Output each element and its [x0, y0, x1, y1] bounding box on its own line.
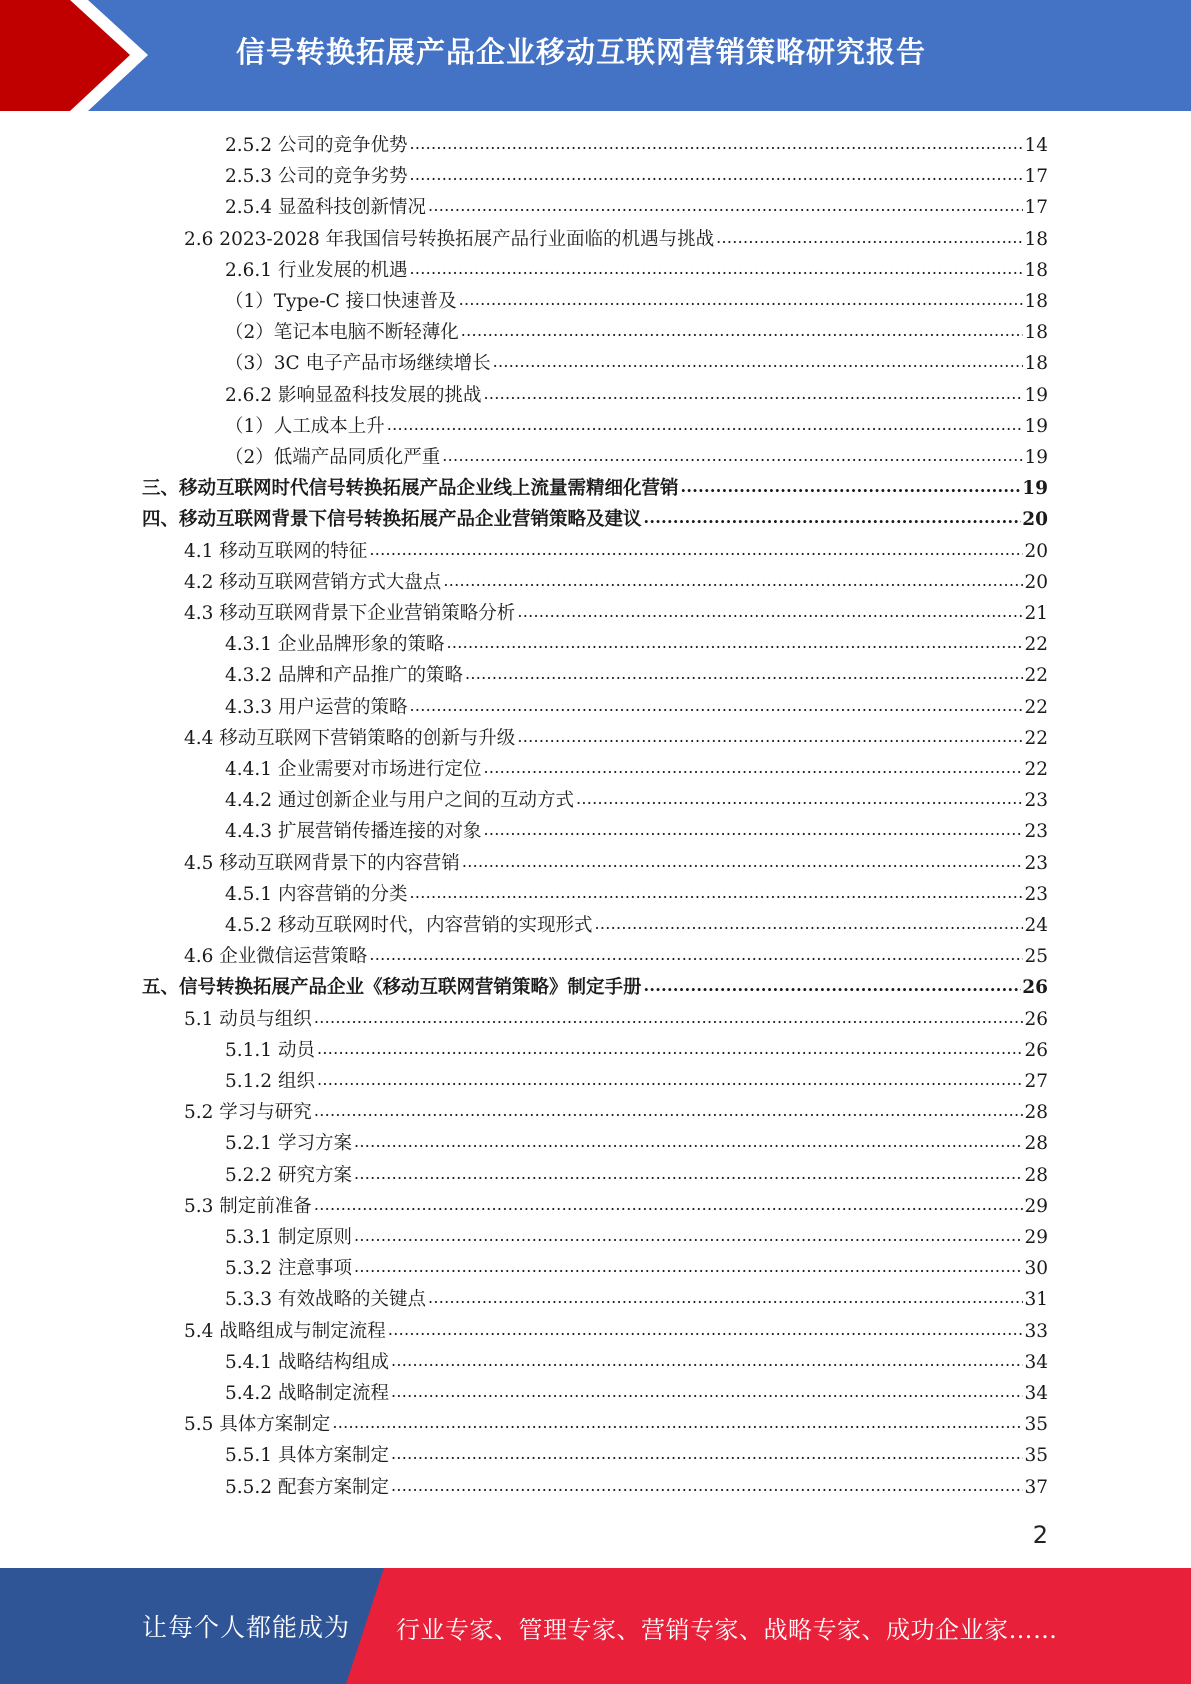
toc-dot-leader	[517, 602, 1023, 626]
toc-entry-title: 4.5.2 移动互联网时代，内容营销的实现形式	[225, 915, 593, 936]
toc-dot-leader	[428, 196, 1023, 220]
toc-entry-title: 5.3 制定前准备	[184, 1195, 312, 1217]
toc-entry[interactable]	[184, 1188, 1048, 1219]
footer-banner	[0, 1568, 1191, 1684]
toc-entry-title: 2.6.1 行业发展的机遇	[225, 259, 408, 281]
toc-dot-leader	[317, 1070, 1024, 1094]
toc-entry-title: 5.1 动员与组织	[184, 1008, 312, 1030]
toc-entry-page: 17	[1024, 197, 1048, 219]
toc-entry-title: （3）3C 电子产品市场继续增长	[225, 353, 491, 375]
toc-entry[interactable]	[225, 876, 1048, 907]
toc-entry-title: 三、移动互联网时代信号转换拓展产品企业线上流量需精细化营销	[142, 478, 679, 500]
toc-entry-title: 4.3.1 企业品牌形象的策略	[225, 634, 445, 656]
toc-dot-leader	[446, 633, 1023, 657]
toc-entry-title: 5.4 战略组成与制定流程	[184, 1320, 386, 1342]
toc-entry-page: 23	[1024, 883, 1048, 905]
toc-entry-page: 19	[1024, 447, 1048, 468]
toc-dot-leader	[443, 571, 1023, 595]
toc-entry[interactable]	[225, 1032, 1048, 1063]
toc-entry-title: 4.3 移动互联网背景下企业营销策略分析	[184, 603, 516, 624]
toc-entry[interactable]	[225, 1281, 1048, 1312]
toc-dot-leader	[387, 415, 1024, 439]
toc-dot-leader	[314, 1008, 1024, 1032]
toc-entry[interactable]	[225, 751, 1048, 782]
toc-entry[interactable]	[225, 626, 1048, 657]
toc-entry-title: 5.1.2 组织	[225, 1071, 315, 1092]
toc-entry-title: 5.5 具体方案制定	[184, 1414, 331, 1436]
toc-entry-page: 19	[1024, 384, 1048, 406]
toc-dot-leader	[314, 1101, 1024, 1125]
toc-entry[interactable]	[225, 439, 1048, 470]
toc-entry-title: 5.2.1 学习方案	[225, 1133, 352, 1155]
toc-entry-title: 五、信号转换拓展产品企业《移动互联网营销策略》制定手册	[142, 977, 642, 999]
toc-entry-page: 31	[1024, 1289, 1048, 1311]
toc-entry-page: 30	[1024, 1258, 1048, 1280]
toc-entry-title: （1）人工成本上升	[225, 415, 385, 437]
toc-entry-title: 5.3.2 注意事项	[225, 1258, 352, 1280]
toc-entry[interactable]	[184, 1406, 1048, 1437]
toc-entry-page: 18	[1024, 353, 1048, 375]
toc-entry[interactable]	[225, 1063, 1048, 1094]
toc-dot-leader	[409, 165, 1023, 189]
toc-entry-page: 21	[1024, 603, 1048, 624]
toc-entry-page: 22	[1024, 634, 1048, 656]
toc-entry[interactable]	[225, 158, 1048, 189]
toc-dot-leader	[442, 446, 1023, 470]
toc-entry-page: 35	[1024, 1445, 1048, 1467]
toc-entry[interactable]	[184, 1001, 1048, 1032]
toc-entry-page: 18	[1024, 322, 1048, 344]
toc-entry-title: 四、移动互联网背景下信号转换拓展产品企业营销策略及建议	[142, 509, 642, 531]
toc-entry[interactable]	[225, 408, 1048, 439]
toc-entry-title: （2）笔记本电脑不断轻薄化	[225, 322, 459, 344]
toc-entry[interactable]	[225, 1157, 1048, 1188]
toc-entry-page: 23	[1024, 852, 1048, 874]
toc-entry-page: 14	[1024, 135, 1048, 156]
toc-entry-title: 2.5.3 公司的竞争劣势	[225, 166, 408, 188]
toc-dot-leader	[483, 758, 1023, 782]
toc-entry-page: 37	[1024, 1476, 1048, 1498]
header-banner	[0, 0, 1191, 111]
toc-dot-leader	[369, 540, 1023, 564]
toc-entry-page: 22	[1024, 665, 1048, 687]
toc-entry-title: 5.2 学习与研究	[184, 1102, 312, 1124]
footer-slogan-right: 行业专家、管理专家、营销专家、战略专家、成功企业家……	[396, 1616, 1058, 1644]
toc-dot-leader	[354, 1226, 1024, 1250]
toc-entry-page: 26	[1024, 1039, 1048, 1061]
toc-entry-page: 20	[1022, 509, 1048, 531]
toc-entry[interactable]	[142, 501, 1048, 532]
toc-dot-leader	[409, 883, 1023, 907]
toc-dot-leader	[388, 1320, 1024, 1344]
toc-dot-leader	[461, 321, 1024, 345]
toc-dot-leader	[681, 477, 1022, 501]
toc-entry[interactable]	[225, 657, 1048, 688]
toc-dot-leader	[517, 727, 1023, 751]
toc-entry[interactable]	[184, 1094, 1048, 1125]
toc-entry[interactable]	[225, 1344, 1048, 1375]
toc-dot-leader	[391, 1476, 1023, 1500]
toc-entry-title: 4.4.2 通过创新企业与用户之间的互动方式	[225, 790, 574, 812]
toc-entry-title: 2.6 2023-2028 年我国信号转换拓展产品行业面临的机遇与挑战	[184, 228, 715, 250]
toc-dot-leader	[317, 1039, 1024, 1063]
toc-entry[interactable]	[184, 1313, 1048, 1344]
toc-dot-leader	[459, 290, 1024, 314]
toc-entry-title: 4.1 移动互联网的特征	[184, 540, 368, 562]
toc-entry[interactable]	[225, 1125, 1048, 1156]
toc-entry[interactable]	[225, 689, 1048, 720]
toc-dot-leader	[644, 508, 1022, 532]
toc-entry-page: 35	[1024, 1414, 1048, 1436]
toc-entry[interactable]	[225, 907, 1048, 938]
toc-entry-title: 4.5 移动互联网背景下的内容营销	[184, 852, 460, 874]
toc-entry-title: 4.4.3 扩展营销传播连接的对象	[225, 821, 482, 843]
toc-entry[interactable]	[184, 595, 1048, 626]
toc-dot-leader	[354, 1257, 1024, 1281]
toc-entry[interactable]	[184, 845, 1048, 876]
toc-entry-page: 24	[1024, 915, 1048, 936]
toc-dot-leader	[332, 1413, 1023, 1437]
toc-dot-leader	[716, 228, 1023, 252]
report-title: 信号转换拓展产品企业移动互联网营销策略研究报告	[236, 35, 927, 69]
toc-entry-title: 2.5.4 显盈科技创新情况	[225, 197, 426, 219]
toc-entry-title: 2.5.2 公司的竞争优势	[225, 135, 408, 156]
toc-entry-title: 5.3.1 制定原则	[225, 1227, 352, 1248]
toc-entry-page: 19	[1024, 415, 1048, 437]
toc-entry-page: 28	[1024, 1133, 1048, 1155]
toc-entry-page: 28	[1024, 1164, 1048, 1186]
toc-entry-page: 29	[1024, 1195, 1048, 1217]
toc-entry[interactable]	[225, 345, 1048, 376]
toc-entry-page: 26	[1022, 977, 1048, 999]
toc-dot-leader	[644, 976, 1022, 1000]
toc-entry[interactable]	[184, 938, 1048, 969]
toc-entry[interactable]	[184, 533, 1048, 564]
toc-entry-page: 22	[1024, 759, 1048, 780]
toc-entry-page: 18	[1024, 259, 1048, 281]
toc-entry-title: 4.5.1 内容营销的分类	[225, 883, 408, 905]
toc-entry-page: 26	[1024, 1008, 1048, 1030]
toc-entry[interactable]	[225, 1250, 1048, 1281]
toc-dot-leader	[409, 259, 1023, 283]
toc-entry-title: （1）Type-C 接口快速普及	[225, 291, 457, 312]
toc-dot-leader	[576, 789, 1023, 813]
toc-entry[interactable]	[225, 1219, 1048, 1250]
toc-entry-page: 20	[1024, 571, 1048, 593]
toc-entry-page: 34	[1024, 1351, 1048, 1373]
toc-dot-leader	[354, 1164, 1024, 1188]
toc-entry-page: 27	[1024, 1071, 1048, 1092]
toc-entry[interactable]	[225, 377, 1048, 408]
toc-entry[interactable]	[184, 221, 1048, 252]
toc-entry-page: 28	[1024, 1102, 1048, 1124]
toc-entry-title: （2）低端产品同质化严重	[225, 447, 441, 468]
toc-dot-leader	[391, 1382, 1023, 1406]
toc-entry-page: 17	[1024, 166, 1048, 188]
page-number: 2	[1032, 1521, 1048, 1549]
toc-entry-title: 5.5.1 具体方案制定	[225, 1445, 389, 1467]
header-arrow-decoration	[0, 0, 160, 111]
toc-entry[interactable]	[225, 252, 1048, 283]
toc-entry-title: 4.4 移动互联网下营销策略的创新与升级	[184, 727, 516, 749]
toc-entry-title: 4.3.3 用户运营的策略	[225, 696, 408, 718]
toc-dot-leader	[483, 820, 1023, 844]
toc-entry-page: 29	[1024, 1227, 1048, 1248]
toc-dot-leader	[391, 1444, 1023, 1468]
toc-entry[interactable]	[225, 283, 1048, 314]
toc-entry-title: 5.4.1 战略结构组成	[225, 1351, 389, 1373]
footer-slogan-left: 让每个人都能成为	[142, 1613, 351, 1642]
toc-entry-title: 5.5.2 配套方案制定	[225, 1476, 389, 1498]
toc-entry-title: 4.4.1 企业需要对市场进行定位	[225, 759, 482, 780]
toc-entry-title: 5.1.1 动员	[225, 1039, 315, 1061]
toc-entry[interactable]	[225, 189, 1048, 220]
toc-entry-title: 4.2 移动互联网营销方式大盘点	[184, 571, 442, 593]
toc-entry[interactable]	[184, 564, 1048, 595]
toc-entry-page: 23	[1024, 821, 1048, 843]
toc-entry[interactable]	[225, 813, 1048, 844]
toc-dot-leader	[314, 1195, 1024, 1219]
toc-entry-title: 4.6 企业微信运营策略	[184, 946, 368, 968]
toc-entry[interactable]	[225, 782, 1048, 813]
toc-entry-page: 18	[1024, 228, 1048, 250]
toc-entry-page: 19	[1022, 478, 1048, 500]
toc-entry-page: 18	[1024, 291, 1048, 312]
toc-entry[interactable]	[225, 314, 1048, 345]
toc-entry[interactable]	[225, 1375, 1048, 1406]
toc-entry-title: 5.3.3 有效战略的关键点	[225, 1289, 426, 1311]
toc-entry-page: 34	[1024, 1383, 1048, 1404]
toc-dot-leader	[409, 696, 1023, 720]
toc-entry[interactable]	[225, 127, 1048, 158]
toc-entry-page: 20	[1024, 540, 1048, 562]
toc-dot-leader	[369, 945, 1023, 969]
toc-dot-leader	[462, 852, 1024, 876]
toc-dot-leader	[493, 352, 1024, 376]
toc-entry-title: 5.2.2 研究方案	[225, 1164, 352, 1186]
toc-entry-page: 22	[1024, 696, 1048, 718]
toc-dot-leader	[354, 1132, 1024, 1156]
toc-entry[interactable]	[142, 969, 1048, 1000]
toc-entry-title: 5.4.2 战略制定流程	[225, 1383, 389, 1404]
toc-dot-leader	[428, 1288, 1023, 1312]
toc-dot-leader	[594, 914, 1023, 938]
toc-dot-leader	[465, 664, 1023, 688]
toc-entry-title: 2.6.2 影响显盈科技发展的挑战	[225, 384, 482, 406]
toc-dot-leader	[483, 384, 1023, 408]
toc-entry-page: 25	[1024, 946, 1048, 968]
toc-entry-title: 4.3.2 品牌和产品推广的策略	[225, 665, 463, 687]
toc-entry[interactable]	[225, 1469, 1048, 1500]
toc-entry-page: 33	[1024, 1320, 1048, 1342]
toc-entry[interactable]	[225, 1437, 1048, 1468]
toc-dot-leader	[409, 134, 1023, 158]
toc-entry-page: 22	[1024, 727, 1048, 749]
toc-entry[interactable]	[142, 470, 1048, 501]
toc-entry[interactable]	[184, 720, 1048, 751]
toc-entry-page: 23	[1024, 790, 1048, 812]
toc-dot-leader	[391, 1351, 1023, 1375]
